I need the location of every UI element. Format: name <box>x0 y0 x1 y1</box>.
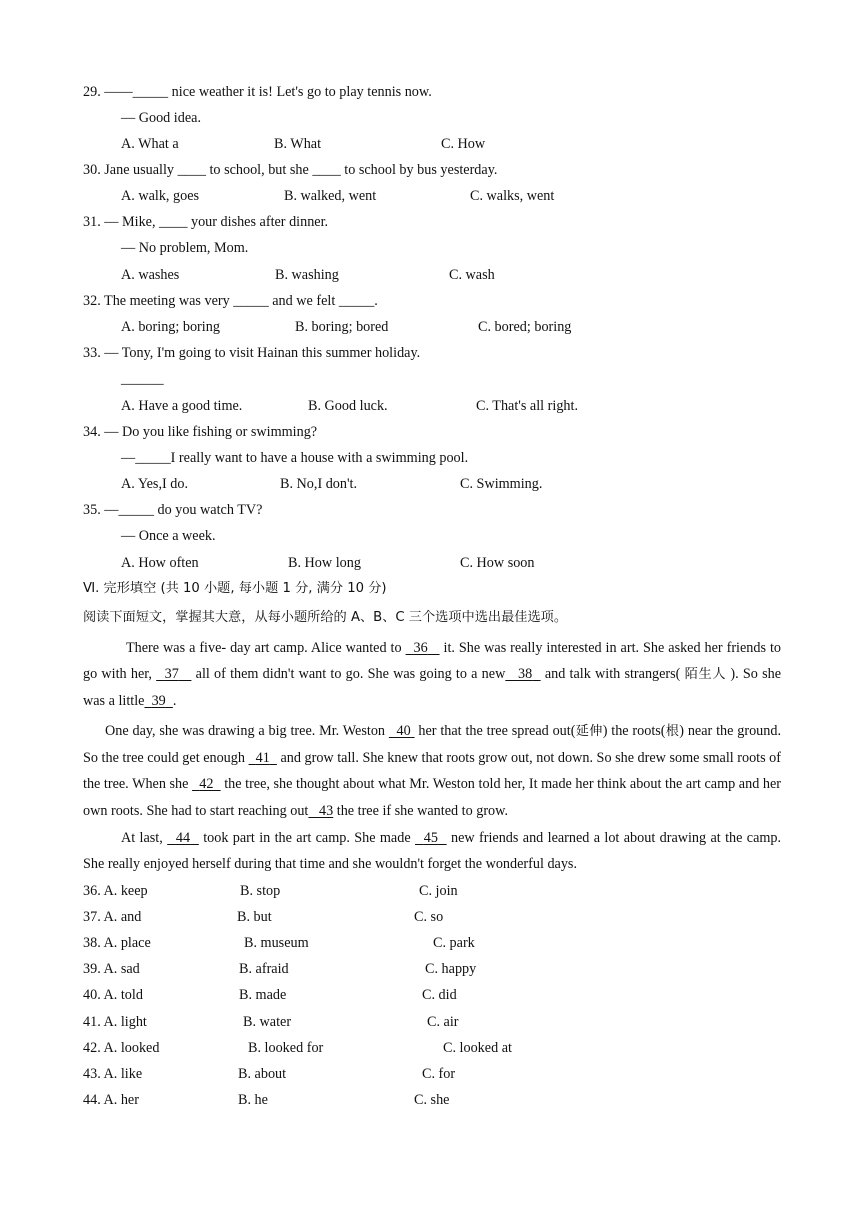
question-29: 29. ——_____ nice weather it is! Let's go to play tennis now. <box>83 84 432 100</box>
blank-44: 44 <box>175 830 191 846</box>
cloze-38-b: B. museum <box>244 935 309 951</box>
option-32-b: B. boring; bored <box>295 319 389 335</box>
option-33-c: C. That's all right. <box>476 398 578 414</box>
blank-38: 38 <box>517 666 533 683</box>
cloze-41-c: C. air <box>427 1014 459 1030</box>
option-30-b: B. walked, went <box>284 188 377 204</box>
section-title: Ⅵ. 完形填空 (共 10 小题, 每小题 1 分, 满分 10 分) <box>83 581 387 596</box>
passage-paragraph-3: At last, 44 took part in the art camp. She made 45 new friends and learned a lot about drawing at the camp. She really enjoyed herself during that time and she wouldn't forget the wonderful days. <box>83 830 782 873</box>
cloze-36-b: B. stop <box>240 883 281 899</box>
cloze-36-c: C. join <box>419 883 458 899</box>
section-instruction: 阅读下面短文，掌握其大意，从每小题所给的 A、B、C 三个选项中选出最佳选项。 <box>83 610 568 625</box>
cloze-36-a: 36. A. keep <box>83 883 148 899</box>
blank-41: 41 <box>255 750 270 767</box>
cloze-42-a: 42. A. looked <box>83 1040 160 1056</box>
option-29-a: A. What a <box>121 136 179 152</box>
option-35-a: A. How often <box>121 555 199 571</box>
cloze-37-c: C. so <box>414 909 444 925</box>
cloze-43-a: 43. A. like <box>83 1066 143 1082</box>
cloze-38-a: 38. A. place <box>83 935 151 951</box>
cloze-39-b: B. afraid <box>239 961 289 977</box>
blank-39: 39 <box>151 693 166 710</box>
cloze-42-b: B. looked for <box>248 1040 324 1056</box>
question-33: 33. — Tony, I'm going to visit Hainan this summer holiday. <box>83 345 421 361</box>
option-31-c: C. wash <box>449 267 495 283</box>
cloze-44-b: B. he <box>238 1092 268 1108</box>
blank-43: 43 <box>319 802 334 819</box>
blank-37: 37 <box>164 666 179 683</box>
question-35-dialogue: — Once a week. <box>121 528 216 544</box>
option-30-a: A. walk, goes <box>121 188 200 204</box>
blank-40: 40 <box>396 723 411 739</box>
option-35-c: C. How soon <box>460 555 535 571</box>
option-35-b: B. How long <box>288 555 361 571</box>
cloze-44-a: 44. A. her <box>83 1092 139 1108</box>
cloze-43-c: C. for <box>422 1066 456 1082</box>
option-34-c: C. Swimming. <box>460 476 543 492</box>
passage-paragraph-1: There was a five- day art camp. Alice wanted to 36 it. She was really interested in art. She asked her friends to go with her, 37 all of them didn't want to go. She was going to a new 38 and talk with strangers( 陌生人 ). So she was a little 39 . <box>83 640 782 710</box>
option-34-b: B. No,I don't. <box>280 476 358 492</box>
blank-42: 42 <box>199 776 214 793</box>
question-31: 31. — Mike, ____ your dishes after dinner. <box>83 214 329 230</box>
option-31-a: A. washes <box>121 267 180 283</box>
cloze-39-c: C. happy <box>425 961 477 977</box>
cloze-40-b: B. made <box>239 987 287 1003</box>
question-32: 32. The meeting was very _____ and we felt _____. <box>83 293 378 309</box>
option-32-c: C. bored; boring <box>478 319 572 335</box>
cloze-44-c: C. she <box>414 1092 450 1108</box>
cloze-40-c: C. did <box>422 987 457 1003</box>
cloze-41-a: 41. A. light <box>83 1014 147 1030</box>
option-33-b: B. Good luck. <box>308 398 388 414</box>
cloze-39-a: 39. A. sad <box>83 961 140 977</box>
cloze-41-b: B. water <box>243 1014 292 1030</box>
question-33-blank: ______ <box>121 371 164 387</box>
option-29-c: C. How <box>441 136 486 152</box>
cloze-37-a: 37. A. and <box>83 909 142 925</box>
cloze-37-b: B. but <box>237 909 272 925</box>
option-32-a: A. boring; boring <box>121 319 220 335</box>
cloze-42-c: C. looked at <box>443 1040 512 1056</box>
cloze-43-b: B. about <box>238 1066 287 1082</box>
question-35: 35. —_____ do you watch TV? <box>83 502 263 518</box>
option-30-c: C. walks, went <box>470 188 555 204</box>
question-29-dialogue: — Good idea. <box>121 110 201 126</box>
question-34: 34. — Do you like fishing or swimming? <box>83 424 318 440</box>
blank-36: 36 <box>413 640 428 656</box>
option-34-a: A. Yes,I do. <box>121 476 189 492</box>
cloze-40-a: 40. A. told <box>83 987 143 1003</box>
question-34-dialogue: —_____I really want to have a house with a swimming pool. <box>121 450 469 466</box>
passage-paragraph-2: One day, she was drawing a big tree. Mr. Weston 40 her that the tree spread out(延伸) the roots(根) near the ground. So the tree could get enough 41 and grow tall. She knew that roots grow out, not down. So she drew some small roots of the tree. When she 42 the tree, she thought about what Mr. Weston told her, It made her think about the art camp and her own roots. She had to start reaching out 43 the tree if she wanted to grow. <box>83 723 782 819</box>
blank-45: 45 <box>423 830 438 846</box>
cloze-38-c: C. park <box>433 935 475 951</box>
option-31-b: B. washing <box>275 267 339 283</box>
question-30: 30. Jane usually ____ to school, but she ____ to school by bus yesterday. <box>83 162 498 178</box>
option-29-b: B. What <box>274 136 322 152</box>
option-33-a: A. Have a good time. <box>121 398 243 414</box>
question-31-dialogue: — No problem, Mom. <box>121 240 249 256</box>
